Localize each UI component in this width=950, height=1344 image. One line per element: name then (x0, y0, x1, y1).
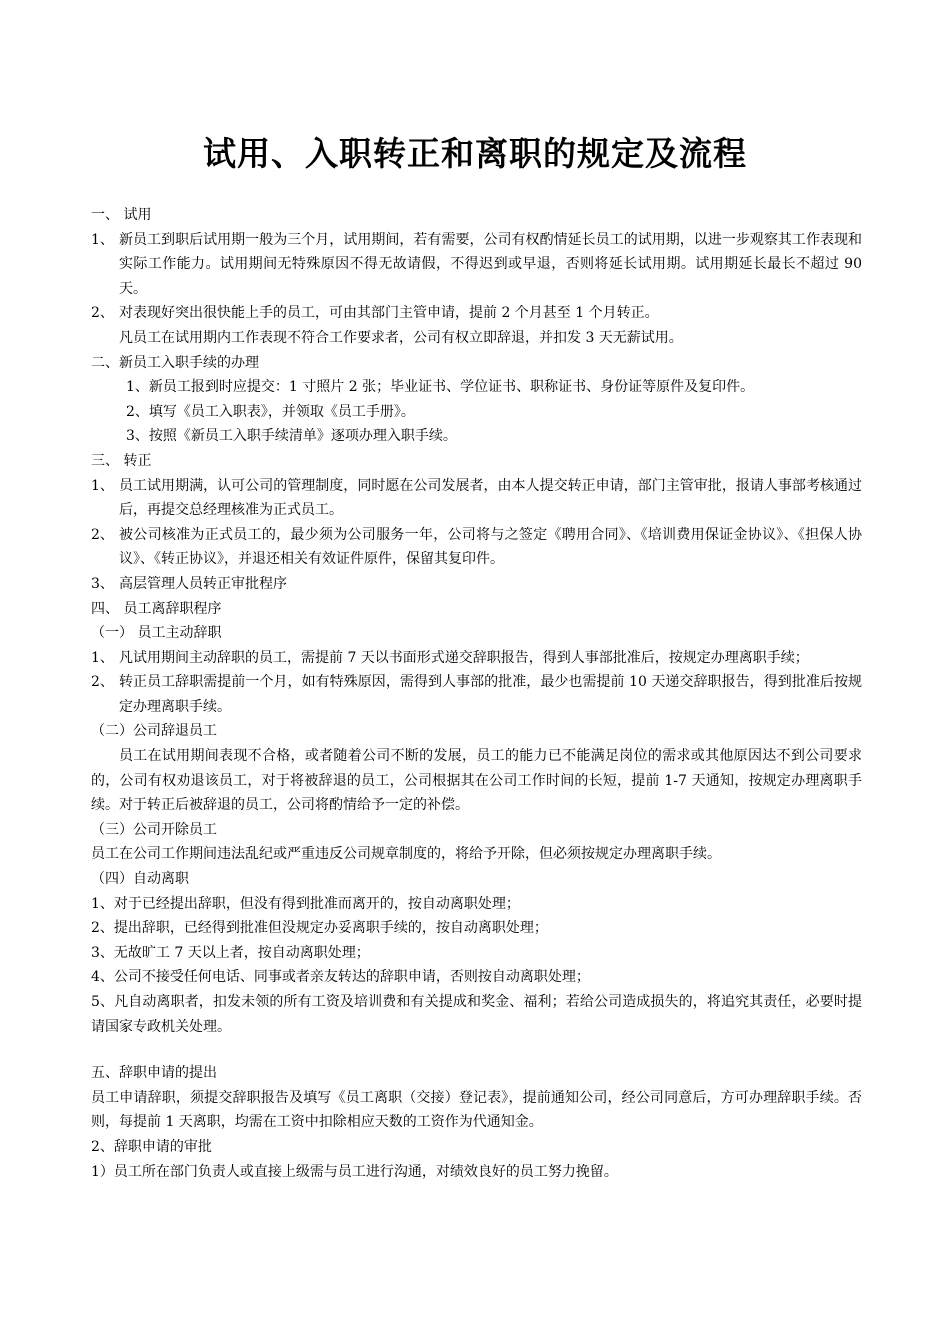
section-heading: 二、新员工入职手续的办理 (91, 354, 259, 371)
section-heading: 五、辞职申请的提出 (91, 1065, 217, 1082)
document-title: 试用、入职转正和离职的规定及流程 (203, 134, 747, 173)
list-item: 5、凡自动离职者，扣发未领的所有工资及培训费和有关提成和奖金、福利；若给公司造成损失的，将追究其责任，必要时提请国家专政机关处理。 (91, 994, 862, 1035)
item-number: 1、 (91, 649, 114, 666)
subsection-heading: （三）公司开除员工 (91, 821, 217, 838)
list-item: 3、无故旷工 7 天以上者，按自动离职处理； (91, 944, 370, 961)
subsection-heading: 2、辞职申请的审批 (91, 1138, 212, 1155)
list-item (91, 670, 862, 719)
list-item: 2、填写《员工入职表》，并领取《员工手册》。 (126, 403, 415, 420)
item-number: 2、 (91, 526, 114, 543)
paragraph: 员工申请辞职，须提交辞职报告及填写《员工离职（交接）登记表》，提前通知公司，经公司同意后，方可办理辞职手续。否则，每提前 1 天离职，均需在工资中扣除相应天数的工资作为代通知金。 (91, 1089, 862, 1131)
list-item: 2、提出辞职，已经得到批准但没规定办妥离职手续的，按自动离职处理； (91, 920, 548, 937)
document-body (91, 203, 862, 1184)
item-text: 凡试用期间主动辞职的员工，需提前 7 天以书面形式递交辞职报告，得到人事部批准后，按规定办理离职手续； (119, 649, 809, 666)
list-item (91, 474, 862, 523)
list-item: 3、按照《新员工入职手续清单》逐项办理入职手续。 (126, 428, 457, 445)
list-item (91, 523, 862, 572)
item-number: 2、 (91, 305, 114, 322)
section-heading: 一、 试用 (91, 207, 152, 223)
paragraph: 员工在试用期间表现不合格，或者随着公司不断的发展，员工的能力已不能满足岗位的需求或其他原因达不到公司要求的，公司有权劝退该员工，对于将被辞退的员工，公司根据其在公司工作时间的长短，提前 1-7 天通知，按规定办理离职手续。对于转正后被辞退的员工，公司将酌情给予一定的补偿。 (91, 748, 862, 814)
list-item (91, 301, 862, 326)
list-item (91, 228, 862, 302)
spacer (91, 1039, 862, 1061)
item-number: 1、 (91, 231, 114, 248)
list-item: 1、新员工报到时应提交：1 寸照片 2 张；毕业证书、学位证书、职称证书、身份证等原件及复印件。 (126, 379, 755, 396)
item-text: 员工试用期满，认可公司的管理制度，同时愿在公司发展者，由本人提交转正申请，部门主管审批，报请人事部考核通过后，再提交总经理核准为正式员工。 (119, 477, 862, 519)
section-heading: 四、 员工离辞职程序 (91, 600, 222, 617)
list-item (91, 572, 862, 597)
item-text: 新员工到职后试用期一般为三个月，试用期间，若有需要，公司有权酌情延长员工的试用期，以进一步观察其工作表现和实际工作能力。试用期间无特殊原因不得无故请假，不得迟到或早退，否则将延长试用期。试用期延长最长不超过 90 天。 (119, 231, 862, 297)
item-text: 对表现好突出很快能上手的员工，可由其部门主管申请，提前 2 个月甚至 1 个月转正。 (119, 305, 659, 322)
section-heading: 三、 转正 (91, 452, 152, 469)
item-text: 被公司核准为正式员工的，最少须为公司服务一年，公司将与之签定《聘用合同》、《培训费用保证金协议》、《担保人协议》、《转正协议》，并退还相关有效证件原件，保留其复印件。 (119, 526, 862, 568)
subsection-heading: （一） 员工主动辞职 (91, 625, 222, 642)
item-number: 3、 (91, 575, 114, 592)
paragraph: 员工在公司工作期间违法乱纪或严重违反公司规章制度的，将给予开除，但必须按规定办理离职手续。 (91, 846, 721, 863)
paragraph: 1）员工所在部门负责人或直接上级需与员工进行沟通，对绩效良好的员工努力挽留。 (91, 1163, 618, 1180)
list-item: 4、公司不接受任何电话、同事或者亲友转达的辞职申请，否则按自动离职处理； (91, 969, 590, 986)
subsection-heading: （四）自动离职 (91, 871, 189, 888)
list-item (91, 646, 862, 671)
item-number: 2、 (91, 674, 114, 691)
subsection-heading: （二）公司辞退员工 (91, 723, 217, 740)
paragraph: 凡员工在试用期内工作表现不符合工作要求者，公司有权立即辞退，并扣发 3 天无薪试用。 (119, 329, 683, 346)
item-text: 转正员工辞职需提前一个月，如有特殊原因，需得到人事部的批准，最少也需提前 10 天递交辞职报告，得到批准后按规定办理离职手续。 (119, 674, 862, 715)
item-number: 1、 (91, 477, 114, 494)
item-text: 高层管理人员转正审批程序 (119, 575, 287, 592)
list-item: 1、对于已经提出辞职，但没有得到批准而离开的，按自动离职处理； (91, 895, 520, 912)
